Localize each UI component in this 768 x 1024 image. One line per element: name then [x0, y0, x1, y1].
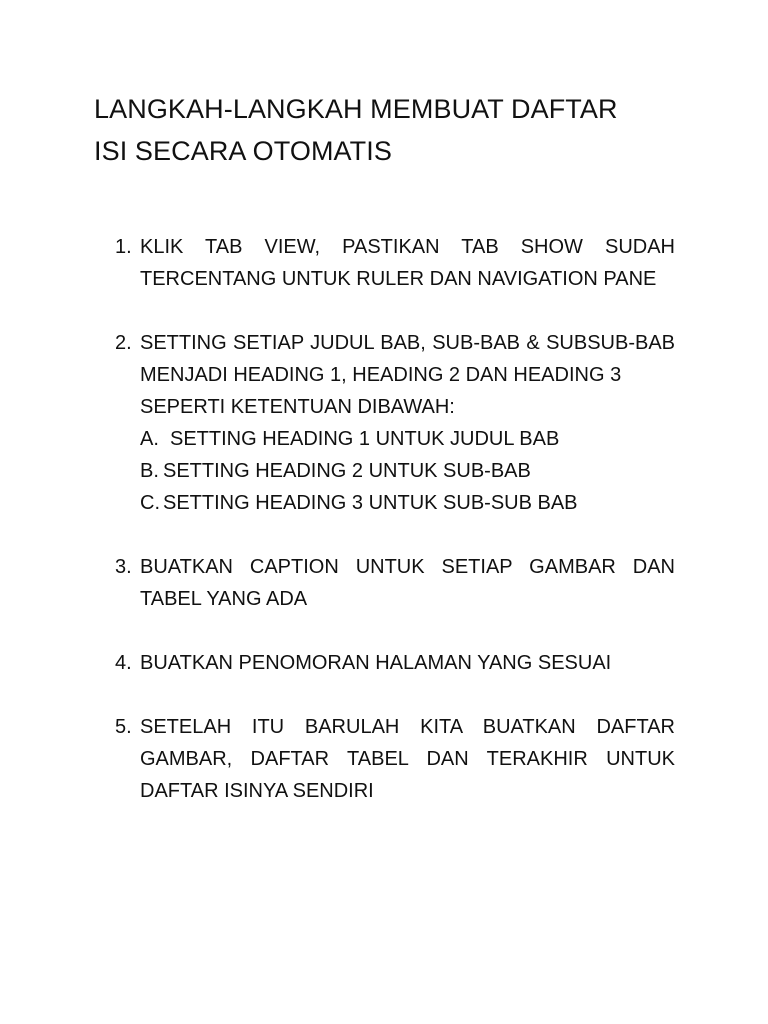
- list-item-step-2: [115, 327, 675, 519]
- step-number: 1.: [115, 236, 132, 258]
- sub-item-letter: B.: [140, 460, 159, 482]
- steps-list: [115, 231, 675, 839]
- title-line-2: ISI SECARA OTOMATIS: [94, 136, 392, 166]
- document-title: [94, 88, 694, 172]
- sub-item-text: SETTING HEADING 2 UNTUK SUB-BAB: [163, 460, 531, 482]
- sub-item-c: [140, 487, 675, 519]
- step-text: BUATKAN PENOMORAN HALAMAN YANG SESUAI: [140, 652, 612, 674]
- step-number: 3.: [115, 556, 132, 578]
- sub-item-b: [140, 455, 675, 487]
- list-item-step-5: [115, 711, 675, 807]
- step-number: 2.: [115, 332, 132, 354]
- step-number: 4.: [115, 652, 132, 674]
- sub-item-text: SETTING HEADING 3 UNTUK SUB-SUB BAB: [163, 492, 578, 514]
- sub-item-text: SETTING HEADING 1 UNTUK JUDUL BAB: [170, 428, 560, 450]
- sub-item-letter: C.: [140, 492, 160, 514]
- step-note: SEPERTI KETENTUAN DIBAWAH:: [140, 396, 455, 418]
- sub-item-letter: A.: [140, 428, 159, 450]
- step-text: KLIK TAB VIEW, PASTIKAN TAB SHOW SUDAH TERCENTANG UNTUK RULER DAN NAVIGATION PANE: [140, 236, 675, 290]
- list-item-step-1: [115, 231, 675, 295]
- list-item-step-3: [115, 551, 675, 615]
- list-item-step-4: [115, 647, 675, 679]
- title-line-1: LANGKAH-LANGKAH MEMBUAT DAFTAR: [94, 94, 618, 124]
- sub-item-a: [140, 423, 675, 455]
- step-text: SETELAH ITU BARULAH KITA BUATKAN DAFTAR GAMBAR, DAFTAR TABEL DAN TERAKHIR UNTUK DAFTAR ISINYA SENDIRI: [140, 716, 675, 802]
- step-number: 5.: [115, 716, 132, 738]
- step-text: SETTING SETIAP JUDUL BAB, SUB-BAB & SUBSUB-BAB MENJADI HEADING 1, HEADING 2 DAN HEADING 3: [140, 332, 675, 386]
- step-text: BUATKAN CAPTION UNTUK SETIAP GAMBAR DAN TABEL YANG ADA: [140, 556, 675, 610]
